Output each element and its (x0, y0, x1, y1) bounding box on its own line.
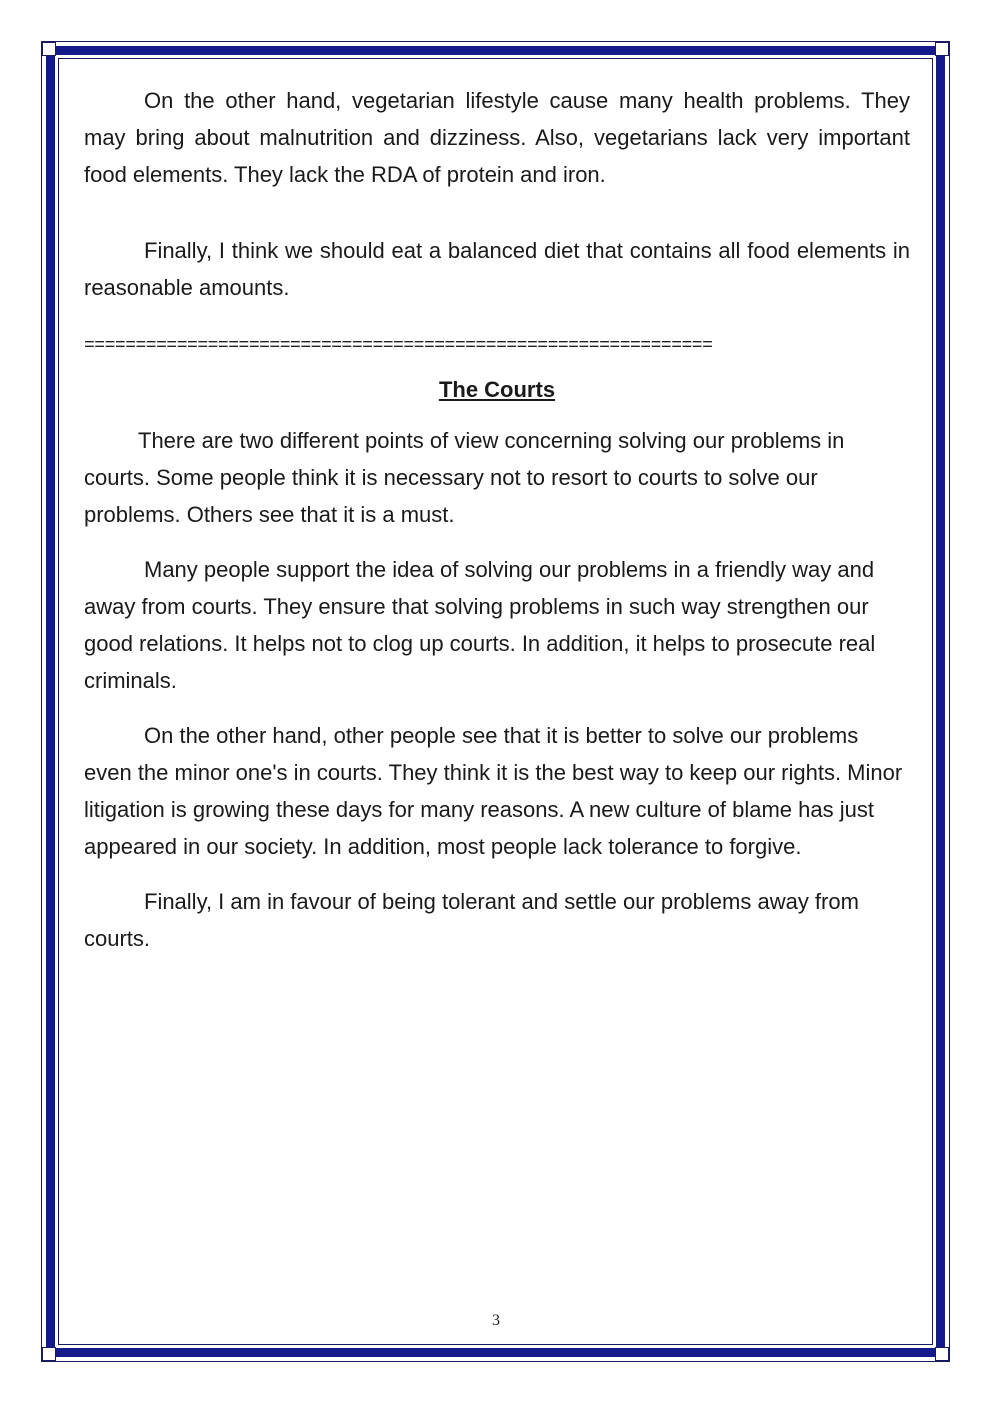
border-corner-ornament (42, 42, 56, 56)
paragraph: Finally, I am in favour of being tolerant and settle our problems away from courts. (84, 889, 859, 951)
page-content (84, 82, 910, 957)
paragraph: On the other hand, other people see that it is better to solve our problems even the minor one's in courts. They think it is the best way to keep our rights. Minor litigation is growing these days for many reasons. A new culture of blame has just appeared in our society. In addition, most people lack tolerance to forgive. (84, 723, 903, 859)
paragraph: Finally, I think we should eat a balanced diet that contains all food elements in reasonable amounts. (84, 238, 910, 300)
border-corner-ornament (42, 1347, 56, 1361)
border-corner-ornament (935, 42, 949, 56)
section-title: The Courts (438, 377, 556, 402)
separator-line: ============================================================= (84, 336, 713, 356)
paragraph: There are two different points of view concerning solving our problems in courts. Some people think it is necessary not to resort to courts to solve our problems. Others see that it is a must. (84, 428, 845, 527)
page-number: 3 (492, 1312, 500, 1329)
paragraph: On the other hand, vegetarian lifestyle cause many health problems. They may bring about malnutrition and dizziness. Also, vegetarians lack very important food elements. They lack the RDA of protein and iron. (84, 88, 910, 187)
paragraph: Many people support the idea of solving our problems in a friendly way and away from courts. They ensure that solving problems in such way strengthen our good relations. It helps not to clog up courts. In addition, it helps to prosecute real criminals. (84, 557, 876, 693)
border-corner-ornament (935, 1347, 949, 1361)
